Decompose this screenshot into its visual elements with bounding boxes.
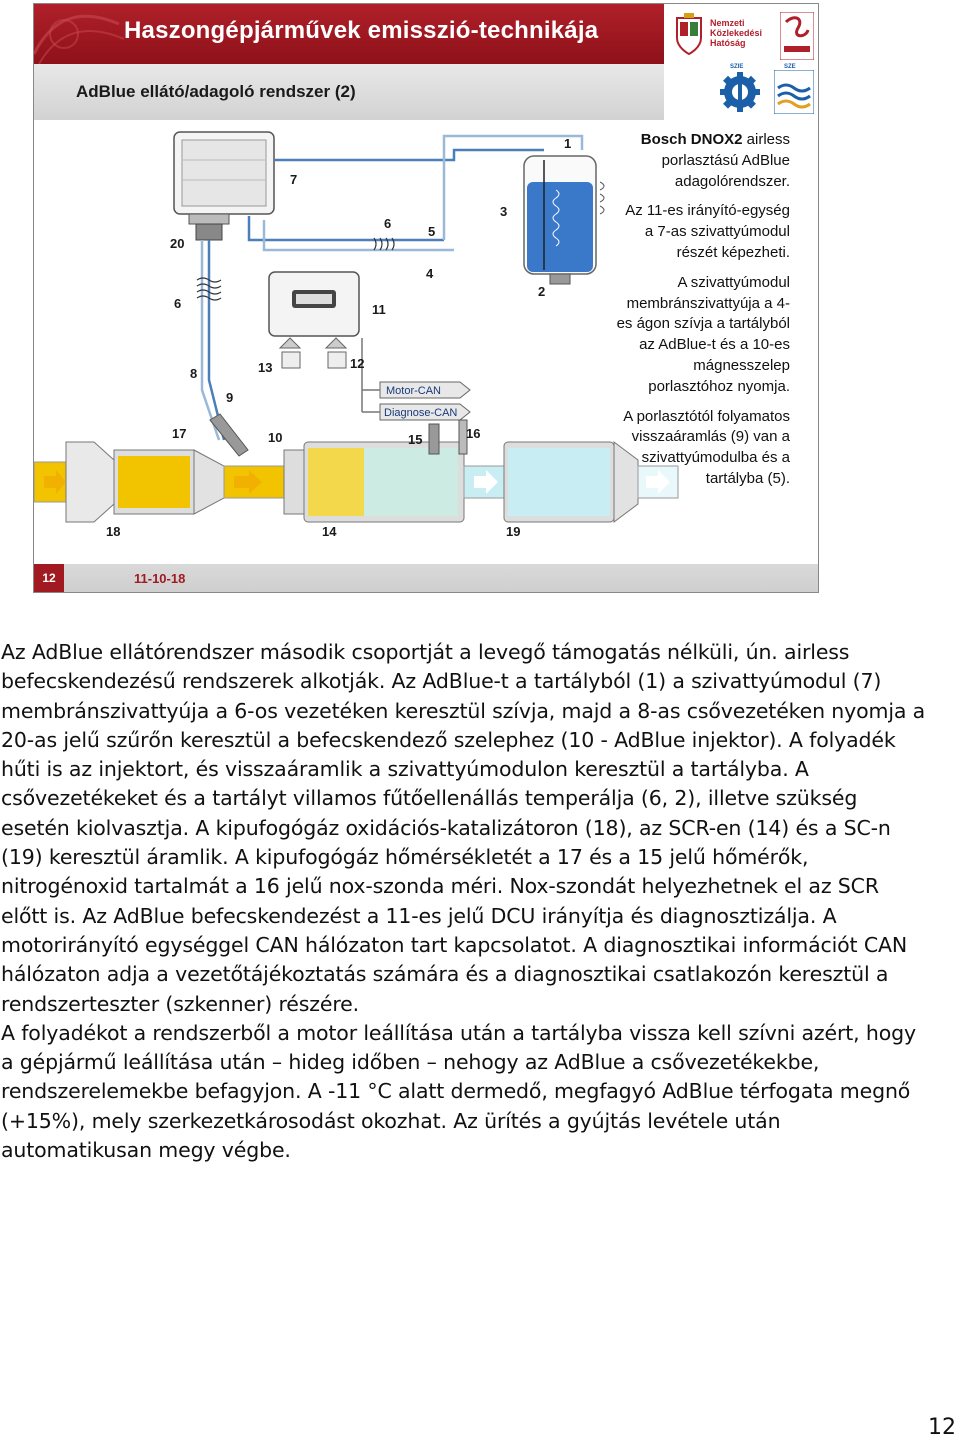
slide-subtitle: AdBlue ellátó/adagoló rendszer (2) xyxy=(76,82,356,101)
nkh-crest-icon xyxy=(674,12,704,56)
body-text xyxy=(1,638,931,1165)
label-6-left: 6 xyxy=(174,296,182,311)
label-9: 9 xyxy=(226,390,234,405)
label-5: 5 xyxy=(428,224,436,239)
label-8: 8 xyxy=(190,366,198,381)
slide-title: Haszongépjárművek emisszió-technikája xyxy=(124,17,599,44)
university-emblem-icon xyxy=(780,12,814,60)
label-10: 10 xyxy=(268,430,283,445)
label-19: 19 xyxy=(506,524,521,539)
slide-image xyxy=(33,3,819,593)
exhaust-system xyxy=(34,414,678,522)
slide-date: 11-10-18 xyxy=(134,571,186,586)
banner-swirl-decoration xyxy=(34,4,124,64)
label-15: 15 xyxy=(408,432,423,447)
description-4: A porlasztótól folyamatos visszaáramlás (9) van a szivattyúmodulba és a tartályba (5). xyxy=(623,407,790,487)
pump-module-7 xyxy=(174,132,274,240)
description-3: A szivattyúmodul membránszivattyúja a 4-es ágon szívja a tartályból az AdBlue-t és a 10-es mágnesszelep porlasztóhoz nyomja. xyxy=(616,273,790,395)
body-paragraph-2: A folyadékot a rendszerből a motor leállítása után a tartályba vissza kell szívni azért, hogy a gépjármű leállítása után – hideg időben – nehogy az AdBlue a csővezetékekbe, rendszerelemekbe befagyjon. A -11 °C alatt dermedő, megfagyó AdBlue térfogata megnő (+15%), mely szerkezetkárosodást okozhat. Az ürítés a gyújtás levétele után automatikusan megy végbe. xyxy=(1,1020,916,1163)
description-1: airless porlasztású AdBlue adagolórendszer. xyxy=(661,131,790,190)
motor-can-label: Motor-CAN xyxy=(386,385,442,397)
label-1: 1 xyxy=(564,136,572,151)
label-16: 16 xyxy=(466,426,481,441)
gear-logo-icon xyxy=(718,70,762,114)
label-11: 11 xyxy=(372,302,386,317)
label-17: 17 xyxy=(172,426,187,441)
label-6-top: 6 xyxy=(384,216,392,231)
slide-footer xyxy=(34,564,818,592)
slide-banner xyxy=(34,4,664,64)
waves-logo-icon xyxy=(774,70,814,114)
label-18: 18 xyxy=(106,524,121,539)
label-20: 20 xyxy=(170,236,185,251)
adblue-tank-1 xyxy=(524,156,604,284)
label-13: 13 xyxy=(258,360,273,375)
slide-number: 12 xyxy=(34,564,64,592)
label-12: 12 xyxy=(350,356,365,371)
logo-area xyxy=(666,4,818,120)
szie-label: SZIE xyxy=(730,64,744,70)
label-14: 14 xyxy=(322,524,337,539)
slide-description xyxy=(614,130,790,499)
description-bold: Bosch DNOX2 xyxy=(640,131,743,148)
page-number: 12 xyxy=(928,1415,956,1440)
diagnose-can-label: Diagnose-CAN xyxy=(384,407,458,419)
label-4: 4 xyxy=(426,266,434,281)
body-paragraph-1: Az AdBlue ellátórendszer második csoportját a levegő támogatás nélküli, ún. airless befecskendezésű rendszerek alkotják. Az AdBlue-t a tartályból (1) a szivattyúmodul (7) membránszivattyúja a 6-os vezetéken keresztül szívja, majd a 8-as csővezetéken nyomja a 20-as jelű szűrőn keresztül a befecskendező szelephez (10 - AdBlue injektor). A folyadék hűti is az injektort, és visszaáramlik a szivattyúmodulon keresztül a tartályba. A csővezetékeket és a tartályt villamos fűtőellenállás temperálja (6, 2), illetve szükség esetén kiolvasztja. A kipufogógáz oxidációs-katalizátoron (18), az SCR-en (14) és a SC-n (19) keresztül áramlik. A kipufogógáz hőmérsékletét a 17 és a 15 jelű hőmérők, nitrogénoxid tartalmát a 16 jelű nox-szonda méri. Nox-szondát helyezhetnek el az SCR előtt is. Az AdBlue befecskendezést a 11-es jelű DCU irányítja és diagnosztizálja. A motorirányító egységgel CAN hálózaton tart kapcsolatot. A diagnosztikai információt CAN hálózaton adja a vezetőtájékoztatás számára és a diagnosztikai csatlakozón keresztül a rendszerteszter (szkenner) részére. xyxy=(1,640,926,1016)
dcu-11 xyxy=(269,272,359,336)
sze-label: SZE xyxy=(784,64,796,70)
label-2: 2 xyxy=(538,284,546,299)
label-7: 7 xyxy=(290,172,298,187)
label-3: 3 xyxy=(500,204,508,219)
nkh-logo-text: Nemzeti Közlekedési Hatóság xyxy=(710,18,763,48)
sensor-connectors xyxy=(280,338,346,368)
description-2: Az 11-es irányító-egység a 7-as szivattyúmodul részét képezheti. xyxy=(625,202,790,261)
